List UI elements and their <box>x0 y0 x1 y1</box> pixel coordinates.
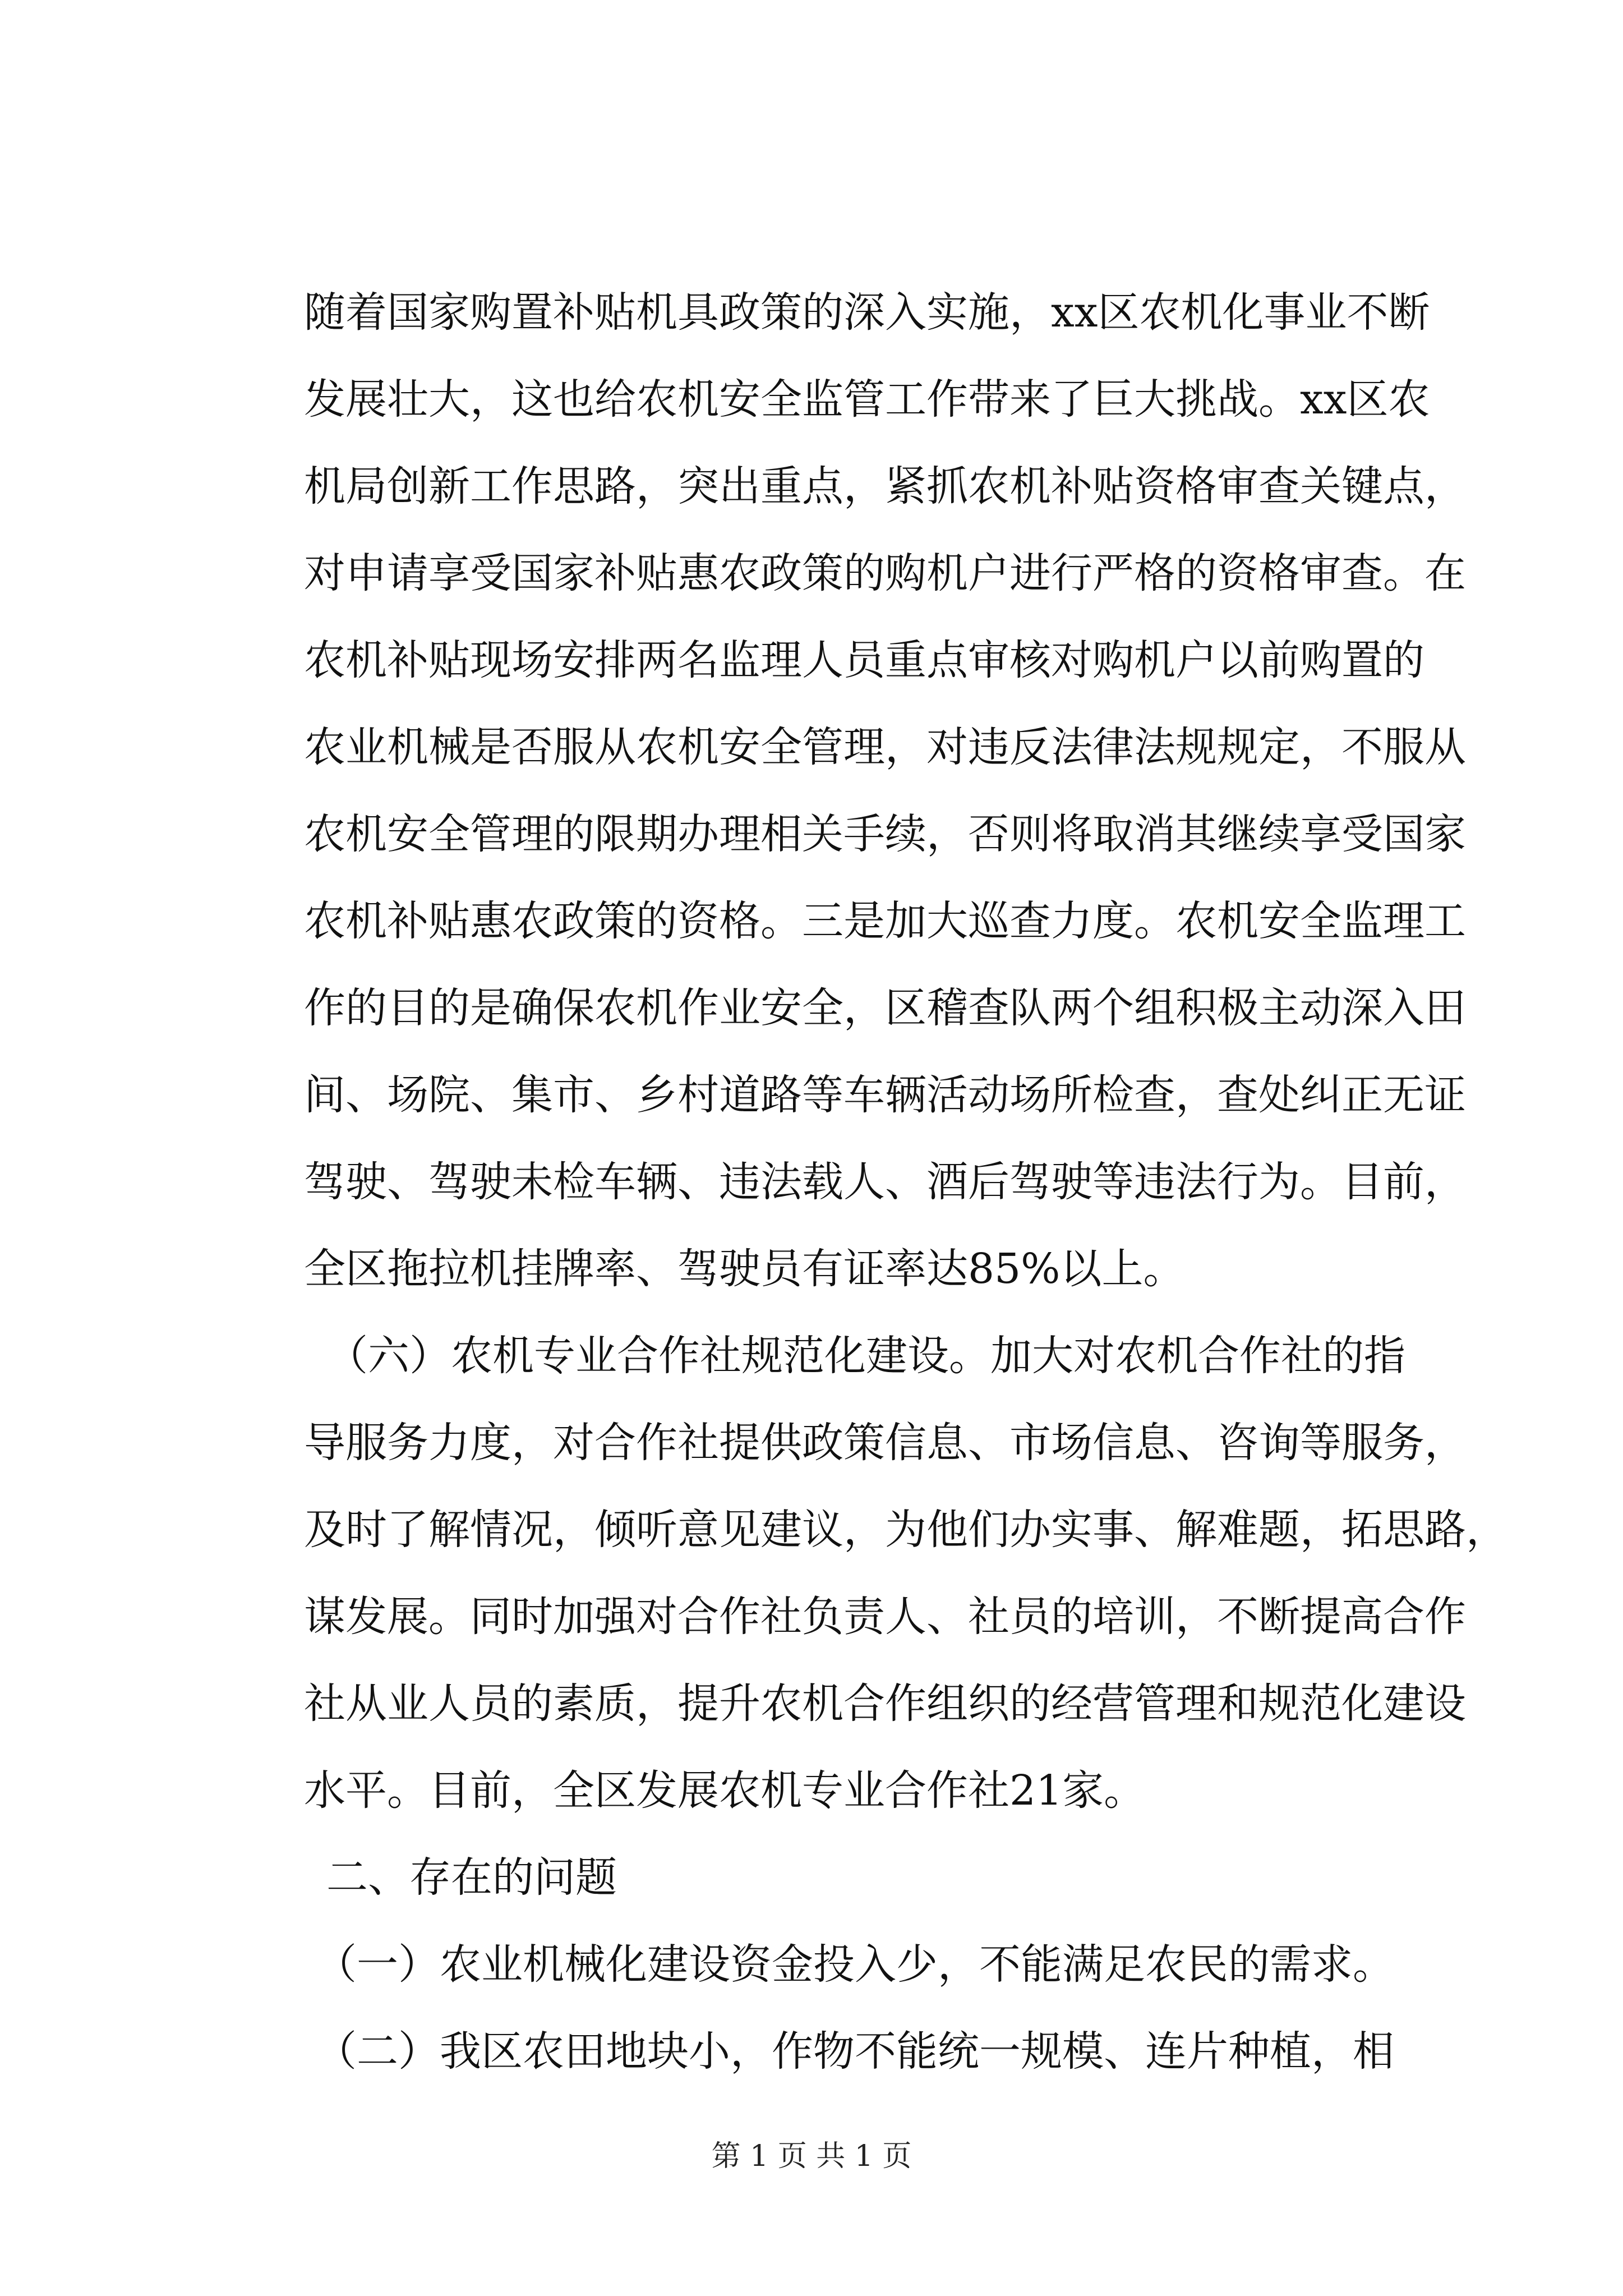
paragraph-line: 机局创新工作思路，突出重点，紧抓农机补贴资格审查关键点， <box>304 462 1466 510</box>
section-heading-line: （六）农机专业合作社规范化建设。加大对农机合作社的指 <box>326 1332 1405 1380</box>
paragraph-line: 对申请享受国家补贴惠农政策的购机户进行严格的资格审查。在 <box>304 549 1466 597</box>
list-item: （二）我区农田地块小，作物不能统一规模、连片种植，相 <box>315 2027 1394 2076</box>
list-item: （一）农业机械化建设资金投入少，不能满足农民的需求。 <box>315 1940 1394 1989</box>
paragraph-line: 驾驶、驾驶未检车辆、违法载人、酒后驾驶等违法行为。目前， <box>304 1158 1466 1206</box>
paragraph-line: 间、场院、集市、乡村道路等车辆活动场所检查，查处纠正无证 <box>304 1071 1466 1119</box>
paragraph-line: 及时了解情况，倾听意见建议，为他们办实事、解难题，拓思路， <box>304 1506 1507 1554</box>
paragraph-line: 全区拖拉机挂牌率、驾驶员有证率达85%以上。 <box>304 1245 1185 1293</box>
paragraph-line: 作的目的是确保农机作业安全，区稽查队两个组积极主动深入田 <box>304 984 1466 1032</box>
page-footer: 第 1 页 共 1 页 <box>711 2139 912 2173</box>
paragraph-line: 农机安全管理的限期办理相关手续，否则将取消其继续享受国家 <box>304 810 1466 858</box>
paragraph-line: 随着国家购置补贴机具政策的深入实施，xx区农机化事业不断 <box>304 288 1430 337</box>
paragraph-line: 发展壮大，这也给农机安全监管工作带来了巨大挑战。xx区农 <box>304 375 1430 424</box>
paragraph-line: 谋发展。同时加强对合作社负责人、社员的培训，不断提高合作 <box>304 1593 1466 1641</box>
paragraph-line: 社从业人员的素质，提升农机合作组织的经营管理和规范化建设 <box>304 1680 1466 1728</box>
paragraph-line: 农机补贴现场安排两名监理人员重点审核对购机户以前购置的 <box>304 636 1424 684</box>
section-heading: 二、存在的问题 <box>326 1853 617 1902</box>
paragraph-line: 导服务力度，对合作社提供政策信息、市场信息、咨询等服务， <box>304 1419 1466 1467</box>
paragraph-line: 水平。目前，全区发展农机专业合作社21家。 <box>304 1766 1146 1815</box>
paragraph-line: 农业机械是否服从农机安全管理，对违反法律法规规定，不服从 <box>304 723 1466 771</box>
paragraph-line: 农机补贴惠农政策的资格。三是加大巡查力度。农机安全监理工 <box>304 897 1466 945</box>
